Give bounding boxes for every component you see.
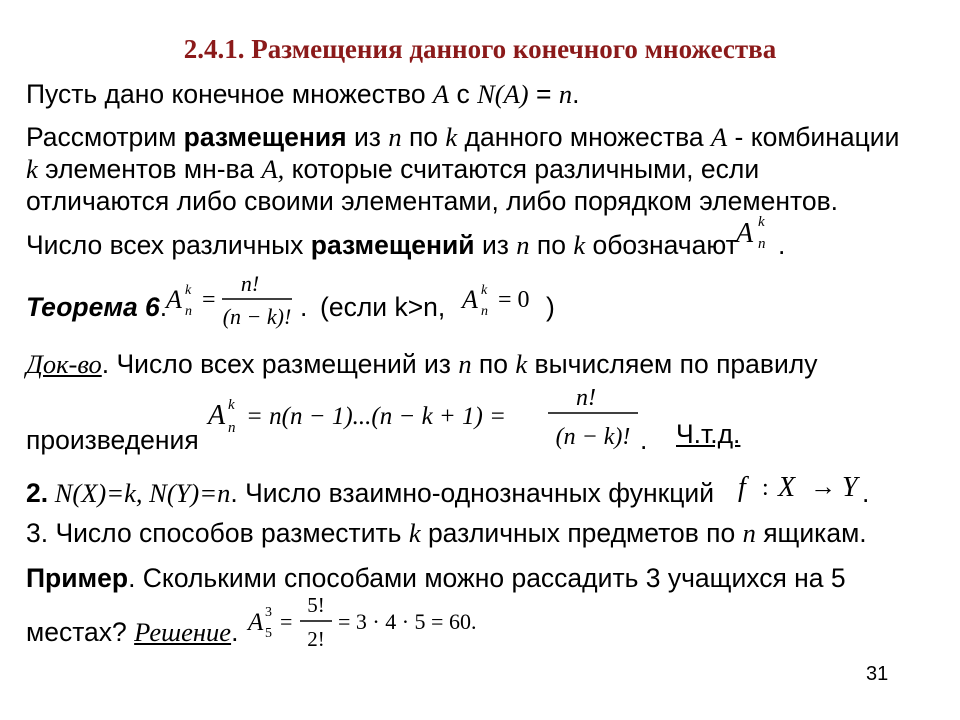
- text: различных предметов по: [420, 518, 743, 548]
- math-A: A: [248, 609, 264, 636]
- text: по: [401, 122, 446, 152]
- paragraph-definition-line-2: [26, 152, 759, 186]
- example-label: Пример: [26, 563, 129, 593]
- var-n: n: [558, 79, 573, 109]
- math-sup-k: k: [758, 214, 765, 230]
- math-eq-zero: = 0: [498, 287, 530, 313]
- math-sup-3: 3: [265, 605, 272, 620]
- theorem-condition: (если k>n,: [320, 292, 446, 322]
- var-k: k: [445, 122, 458, 152]
- example-result: = 3 · 4 · 5 = 60.: [338, 609, 476, 634]
- var-n: n: [516, 230, 530, 260]
- paragraph-notation: [26, 228, 738, 262]
- func-colon: :: [762, 475, 769, 501]
- text: по: [529, 230, 574, 260]
- math-A: A: [462, 285, 478, 314]
- text: Число всех размещений из: [109, 349, 459, 379]
- term-arrangements: размещения: [183, 122, 347, 152]
- math-equals: =: [202, 287, 216, 313]
- product-expression: = n(n − 1)...(n − k + 1) =: [246, 403, 506, 430]
- text: . Число взаимно-однозначных функций: [230, 478, 715, 508]
- example-formula: [246, 590, 476, 658]
- text: . Сколькими способами можно рассадить 3 учащихся на 5: [128, 563, 846, 593]
- text: ящикам.: [755, 518, 867, 548]
- text: .: [640, 425, 648, 455]
- var-n: n: [388, 122, 402, 152]
- math-A: A: [166, 285, 182, 314]
- math-sub-5: 5: [265, 626, 272, 641]
- item-2-line: [26, 476, 714, 510]
- theorem-label: Теорема 6: [26, 292, 160, 322]
- var-n: n: [742, 518, 756, 548]
- paragraph-definition-line-1: [26, 120, 899, 154]
- item-3-line: [26, 516, 867, 550]
- text: .: [778, 230, 786, 260]
- fraction-numerator: n!: [240, 271, 260, 296]
- page-number: 31: [866, 663, 889, 685]
- text: =: [528, 79, 559, 109]
- fraction-denominator: (n − k)!: [222, 304, 292, 329]
- fraction-numerator: n!: [576, 385, 596, 411]
- text: которые считаются различными, если: [284, 154, 760, 184]
- text: .: [231, 617, 239, 647]
- math-sub-n: n: [228, 420, 236, 436]
- text: обозначают: [585, 230, 738, 260]
- text: данного множества: [457, 122, 711, 152]
- text: - комбинации: [727, 122, 900, 152]
- text: по: [471, 349, 516, 379]
- text: с: [449, 79, 478, 109]
- set-symbol: A: [432, 79, 450, 109]
- text: .: [862, 478, 870, 508]
- product-formula: [206, 382, 646, 454]
- text: элементов мн-ва: [37, 154, 262, 184]
- math-sup-k: k: [185, 283, 192, 298]
- math-A: A: [736, 218, 754, 249]
- math-sub-n: n: [481, 304, 488, 318]
- func-Y: Y: [842, 472, 858, 503]
- text: вычисляем по правилу: [527, 349, 818, 379]
- text: местах?: [26, 617, 135, 647]
- fraction-denominator: 2!: [307, 627, 325, 651]
- solution-label: Решение: [134, 617, 232, 647]
- text: .: [300, 292, 308, 322]
- func-X: X: [778, 472, 796, 503]
- zero-formula: [460, 278, 550, 318]
- var-n: n: [458, 349, 472, 379]
- cardinality: N(A): [477, 79, 529, 109]
- math-equals: =: [280, 609, 293, 634]
- text: Число всех различных: [26, 230, 311, 260]
- var-k: k: [515, 349, 528, 379]
- text: .: [159, 292, 168, 322]
- example-line-2: [26, 615, 238, 649]
- fraction-numerator: 5!: [307, 593, 325, 617]
- math-A: A: [208, 400, 226, 431]
- fraction-denominator: (n − k)!: [555, 424, 631, 450]
- cardinality-condition: N(X)=k, N(Y)=n: [48, 478, 231, 508]
- text: 3. Число способов разместить: [26, 518, 409, 548]
- text: .: [101, 349, 110, 379]
- var-k: k: [573, 230, 586, 260]
- slide-title: 2.4.1. Размещения данного конечного множества: [183, 34, 777, 64]
- theorem-label-line: [26, 290, 167, 324]
- text: из: [346, 122, 389, 152]
- proof-label: Док-во: [26, 349, 102, 379]
- qed: Ч.т.д.: [676, 419, 741, 449]
- text: из: [474, 230, 517, 260]
- math-sup-k: k: [228, 397, 235, 413]
- proof-line-2: произведения: [26, 425, 199, 455]
- math-sub-n: n: [185, 304, 192, 319]
- text: Рассмотрим: [26, 122, 184, 152]
- text: .: [572, 79, 580, 109]
- set-symbol: A: [710, 122, 728, 152]
- paragraph-finite-set: [26, 77, 579, 111]
- paragraph-definition-line-3: отличаются либо своими элементами, либо порядком элементов.: [26, 186, 839, 216]
- math-sup-k: k: [481, 283, 488, 298]
- math-sub-n: n: [758, 236, 766, 252]
- notation-formula: [736, 214, 766, 252]
- func-f: f: [738, 472, 746, 503]
- text: Пусть дано конечное множество: [26, 79, 433, 109]
- var-k: k: [408, 518, 421, 548]
- bijection-formula: [734, 466, 870, 506]
- arrow-right-icon: →: [810, 472, 836, 501]
- var-k: k: [26, 154, 38, 184]
- text: ): [546, 292, 555, 322]
- proof-line-1: [26, 347, 818, 381]
- term-arrangements: размещений: [310, 230, 475, 260]
- item-number: 2.: [26, 478, 49, 508]
- set-symbol: A,: [261, 154, 285, 184]
